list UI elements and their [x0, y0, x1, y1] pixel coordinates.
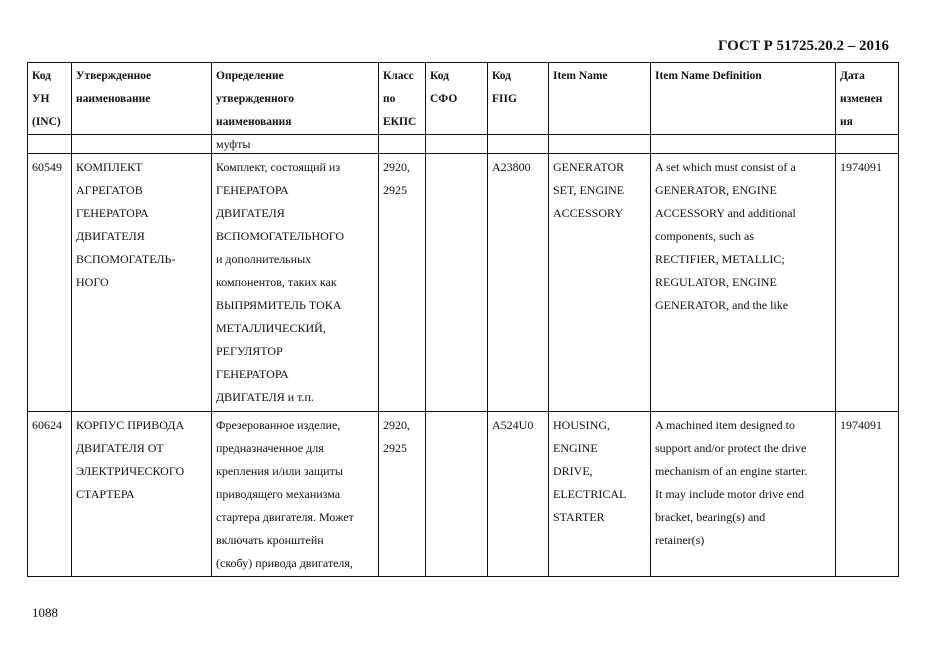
row-date: 1974091 — [836, 412, 899, 577]
row-name: КОМПЛЕКТ АГРЕГАТОВ ГЕНЕРАТОРА ДВИГАТЕЛЯ ВСПОМОГАТЕЛЬ- НОГО — [72, 154, 212, 412]
header-sfo-code: Код СФО — [426, 63, 488, 135]
row-fiig: A23800 — [488, 154, 549, 412]
row-item-definition: A machined item designed to support and/or protect the drive mechanism of an engine starter. It may include motor drive end bracket, bearing(s) and retainer(s) — [651, 412, 836, 577]
table-row — [28, 412, 899, 577]
table-header-row — [28, 63, 899, 135]
header-definition: Определение утвержденного наименования — [212, 63, 379, 135]
header-item-name: Item Name — [549, 63, 651, 135]
row-sfo — [426, 154, 488, 412]
row-item-definition: A set which must consist of a GENERATOR, ENGINE ACCESSORY and additional components, such as RECTIFIER, METALLIC; REGULATOR, ENGINE GENERATOR, and the like — [651, 154, 836, 412]
header-fiig-code: Код FIIG — [488, 63, 549, 135]
row-item-name: GENERATOR SET, ENGINE ACCESSORY — [549, 154, 651, 412]
continuation-row — [28, 135, 899, 154]
row-code: 60549 — [28, 154, 72, 412]
document-title: ГОСТ Р 51725.20.2 – 2016 — [717, 38, 889, 54]
row-code: 60624 — [28, 412, 72, 577]
header-approved-name: Утвержденное наименование — [72, 63, 212, 135]
row-definition: Комплект, состоящий из ГЕНЕРАТОРА ДВИГАТЕЛЯ ВСПОМОГАТЕЛЬНОГО и дополнительных компонентов, таких как ВЫПРЯМИТЕЛЬ ТОКА МЕТАЛЛИЧЕСКИЙ, РЕГУЛЯТОР ГЕНЕРАТОРА ДВИГАТЕЛЯ и т.п. — [212, 154, 379, 412]
row-name: КОРПУС ПРИВОДА ДВИГАТЕЛЯ ОТ ЭЛЕКТРИЧЕСКОГО СТАРТЕРА — [72, 412, 212, 577]
row-date: 1974091 — [836, 154, 899, 412]
row-fiig: A524U0 — [488, 412, 549, 577]
row-ekps-class: 2920, 2925 — [379, 154, 426, 412]
page-number: 1088 — [32, 605, 58, 620]
row-definition: Фрезерованное изделие, предназначенное для крепления и/или защиты приводящего механизма стартера двигателя. Может включать кронштейн (скобу) привода двигателя, — [212, 412, 379, 577]
header-ekps-class: Класс по ЕКПС — [379, 63, 426, 135]
row-sfo — [426, 412, 488, 577]
continuation-text: муфты — [212, 135, 379, 154]
header-item-name-definition: Item Name Definition — [651, 63, 836, 135]
table-row — [28, 154, 899, 412]
header-code-un: Код УН (INC) — [28, 63, 72, 135]
header-change-date: Дата изменен ия — [836, 63, 899, 135]
row-item-name: HOUSING, ENGINE DRIVE, ELECTRICAL STARTER — [549, 412, 651, 577]
row-ekps-class: 2920, 2925 — [379, 412, 426, 577]
classification-table — [27, 62, 899, 577]
